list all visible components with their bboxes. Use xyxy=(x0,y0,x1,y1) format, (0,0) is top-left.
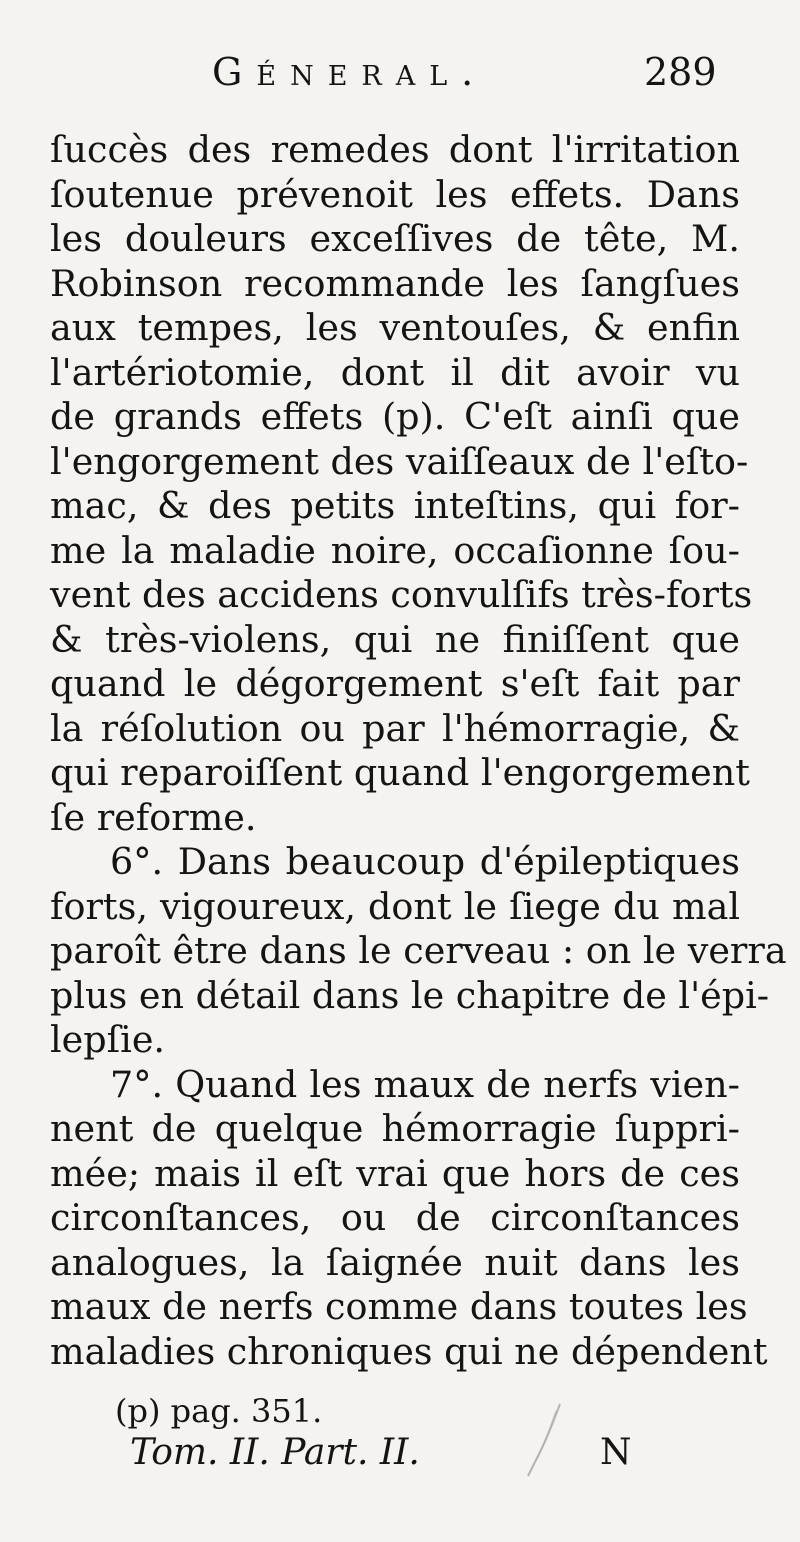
text-line: me la maladie noire, occaſionne ſou- xyxy=(50,528,740,572)
text-line: les douleurs exceſſives de tête, M. xyxy=(50,217,740,260)
sheet-signature: N xyxy=(600,1432,632,1473)
signature-line xyxy=(0,1432,800,1482)
text-line: lepſie. xyxy=(50,1018,166,1061)
volume-mark: Tom. II. Part. II. xyxy=(130,1432,420,1473)
running-title: Géneral. xyxy=(212,50,488,94)
text-line: l'artériotomie, dont il dit avoir vu xyxy=(50,350,740,394)
text-line: aux tempes, les ventouſes, & enfin xyxy=(50,306,740,349)
text-line: maux de nerfs comme dans toutes les xyxy=(50,1285,748,1328)
text-line: maladies chroniques qui ne dépendent xyxy=(50,1329,768,1373)
text-line: la réſolution ou par l'hémorragie, & xyxy=(50,706,740,750)
body-text xyxy=(50,128,787,1374)
text-line: & très-violens, qui ne finiſſent que xyxy=(50,617,740,661)
text-line: forts, vigoureux, dont le ſiege du mal xyxy=(50,884,740,928)
text-line: analogues, la ſaignée nuit dans les xyxy=(50,1240,740,1284)
text-line: de grands effets (p). C'eſt ainſi que xyxy=(50,395,740,438)
footnote: (p) pag. 351. xyxy=(115,1392,323,1430)
text-line: circonſtances, ou de circonſtances xyxy=(50,1196,740,1239)
text-line: vent des accidens convulſifs très-forts xyxy=(50,573,753,616)
text-line: quand le dégorgement s'eſt fait par xyxy=(50,662,740,705)
text-line: 7°. Quand les maux de nerfs vien- xyxy=(110,1062,740,1106)
text-line: paroît être dans le cerveau : on le verra xyxy=(50,929,787,972)
text-line: 6°. Dans beaucoup d'épileptiques xyxy=(110,840,740,883)
text-line: Robinson recommande les ſangſues xyxy=(50,261,740,305)
text-line: l'engorgement des vaiſſeaux de l'eſto- xyxy=(50,439,749,483)
text-line: plus en détail dans le chapitre de l'épi- xyxy=(50,973,770,1017)
text-line: mée; mais il eſt vrai que hors de ces xyxy=(50,1151,740,1195)
text-line: ſuccès des remedes dont l'irritation xyxy=(50,128,740,171)
text-line: ſe reforme. xyxy=(50,795,257,839)
text-line: nent de quelque hémorragie ſuppri- xyxy=(50,1107,740,1150)
text-line: ſoutenue prévenoit les effets. Dans xyxy=(50,172,740,216)
text-line: qui reparoiſſent quand l'engorgement xyxy=(50,751,750,794)
page-header xyxy=(0,50,800,100)
text-line: mac, & des petits inteſtins, qui for- xyxy=(50,484,740,527)
page-number: 289 xyxy=(644,50,717,94)
